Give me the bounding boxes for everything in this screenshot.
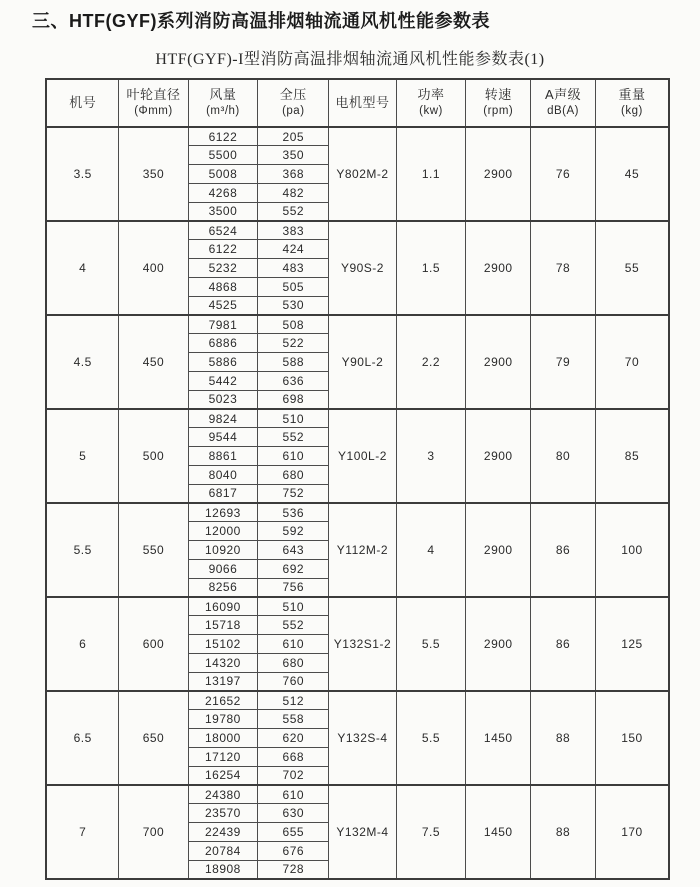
weight-cell: 45	[595, 127, 669, 221]
table-row	[46, 409, 669, 428]
flow-cell: 13197	[188, 672, 258, 691]
pressure-cell: 630	[258, 804, 329, 823]
column-header-0	[46, 79, 119, 127]
pressure-cell: 368	[258, 165, 329, 184]
pressure-cell: 680	[258, 653, 329, 672]
table-row	[46, 691, 669, 710]
noise-cell: 88	[531, 785, 596, 879]
flow-cell: 5008	[188, 165, 258, 184]
pressure-cell: 512	[258, 691, 329, 710]
flow-cell: 9824	[188, 409, 258, 428]
column-header-4	[329, 79, 396, 127]
impeller-diameter-cell: 400	[119, 221, 188, 315]
flow-cell: 10920	[188, 541, 258, 560]
pressure-cell: 680	[258, 465, 329, 484]
flow-cell: 22439	[188, 822, 258, 841]
speed-cell: 1450	[466, 691, 531, 785]
power-cell: 1.1	[396, 127, 466, 221]
flow-cell: 4268	[188, 183, 258, 202]
pressure-cell: 552	[258, 428, 329, 447]
column-unit: dB(A)	[547, 105, 579, 118]
pressure-cell: 756	[258, 578, 329, 597]
power-cell: 5.5	[396, 691, 466, 785]
pressure-cell: 510	[258, 597, 329, 616]
noise-cell: 76	[531, 127, 596, 221]
motor-model-cell: Y112M-2	[329, 503, 396, 597]
flow-cell: 18000	[188, 729, 258, 748]
pressure-cell: 636	[258, 371, 329, 390]
flow-cell: 15718	[188, 616, 258, 635]
model-no-cell: 4	[46, 221, 119, 315]
column-label: 叶轮直径	[126, 87, 181, 103]
pressure-cell: 482	[258, 183, 329, 202]
column-label: 机号	[69, 94, 97, 110]
flow-cell: 16254	[188, 766, 258, 785]
column-label: 电机型号	[335, 94, 390, 110]
table-row	[46, 315, 669, 334]
power-cell: 5.5	[396, 597, 466, 691]
column-label: 功率	[417, 87, 445, 103]
column-header-8	[595, 79, 669, 127]
pressure-cell: 752	[258, 484, 329, 503]
pressure-cell: 610	[258, 635, 329, 654]
column-unit: (kg)	[621, 105, 643, 118]
pressure-cell: 728	[258, 860, 329, 879]
flow-cell: 7981	[188, 315, 258, 334]
model-no-cell: 3.5	[46, 127, 119, 221]
impeller-diameter-cell: 650	[119, 691, 188, 785]
weight-cell: 125	[595, 597, 669, 691]
column-label: 全压	[279, 87, 307, 103]
speed-cell: 1450	[466, 785, 531, 879]
column-label: 转速	[484, 87, 512, 103]
pressure-cell: 508	[258, 315, 329, 334]
noise-cell: 88	[531, 691, 596, 785]
table-row	[46, 503, 669, 522]
power-cell: 7.5	[396, 785, 466, 879]
weight-cell: 55	[595, 221, 669, 315]
pressure-cell: 350	[258, 146, 329, 165]
noise-cell: 79	[531, 315, 596, 409]
flow-cell: 16090	[188, 597, 258, 616]
model-no-cell: 7	[46, 785, 119, 879]
pressure-cell: 692	[258, 559, 329, 578]
model-no-cell: 6	[46, 597, 119, 691]
flow-cell: 5232	[188, 259, 258, 278]
column-unit: (kw)	[419, 105, 443, 118]
column-header-3	[258, 79, 329, 127]
pressure-cell: 702	[258, 766, 329, 785]
pressure-cell: 424	[258, 240, 329, 259]
pressure-cell: 620	[258, 729, 329, 748]
pressure-cell: 643	[258, 541, 329, 560]
pressure-cell: 588	[258, 353, 329, 372]
pressure-cell: 760	[258, 672, 329, 691]
speed-cell: 2900	[466, 221, 531, 315]
column-unit: (pa)	[282, 105, 305, 118]
pressure-cell: 592	[258, 522, 329, 541]
pressure-cell: 510	[258, 409, 329, 428]
model-no-cell: 5	[46, 409, 119, 503]
motor-model-cell: Y802M-2	[329, 127, 396, 221]
pressure-cell: 522	[258, 334, 329, 353]
flow-cell: 4868	[188, 277, 258, 296]
impeller-diameter-cell: 550	[119, 503, 188, 597]
pressure-cell: 536	[258, 503, 329, 522]
pressure-cell: 676	[258, 841, 329, 860]
table-row	[46, 597, 669, 616]
pressure-cell: 383	[258, 221, 329, 240]
motor-model-cell: Y132M-4	[329, 785, 396, 879]
page-title: 三、HTF(GYF)系列消防高温排烟轴流通风机性能参数表	[32, 11, 490, 31]
column-unit: (rpm)	[483, 105, 514, 118]
flow-cell: 17120	[188, 747, 258, 766]
flow-cell: 12693	[188, 503, 258, 522]
flow-cell: 9066	[188, 559, 258, 578]
flow-cell: 5442	[188, 371, 258, 390]
pressure-cell: 205	[258, 127, 329, 146]
flow-cell: 18908	[188, 860, 258, 879]
flow-cell: 12000	[188, 522, 258, 541]
motor-model-cell: Y132S-4	[329, 691, 396, 785]
speed-cell: 2900	[466, 597, 531, 691]
pressure-cell: 610	[258, 785, 329, 804]
spec-table-wrapper	[45, 78, 670, 880]
weight-cell: 85	[595, 409, 669, 503]
impeller-diameter-cell: 700	[119, 785, 188, 879]
table-row	[46, 127, 669, 146]
pressure-cell: 610	[258, 447, 329, 466]
column-header-2	[188, 79, 258, 127]
column-header-7	[531, 79, 596, 127]
weight-cell: 70	[595, 315, 669, 409]
flow-cell: 9544	[188, 428, 258, 447]
impeller-diameter-cell: 600	[119, 597, 188, 691]
flow-cell: 8040	[188, 465, 258, 484]
column-unit: (m³/h)	[206, 105, 240, 118]
table-subtitle: HTF(GYF)-I型消防高温排烟轴流通风机性能参数表(1)	[155, 51, 545, 68]
column-header-1	[119, 79, 188, 127]
header-row	[46, 79, 669, 127]
fan-spec-table	[45, 78, 670, 880]
speed-cell: 2900	[466, 315, 531, 409]
weight-cell: 150	[595, 691, 669, 785]
flow-cell: 21652	[188, 691, 258, 710]
flow-cell: 19780	[188, 710, 258, 729]
table-body	[46, 127, 669, 879]
column-label: 重量	[618, 87, 646, 103]
speed-cell: 2900	[466, 503, 531, 597]
table-row	[46, 221, 669, 240]
speed-cell: 2900	[466, 409, 531, 503]
power-cell: 2.2	[396, 315, 466, 409]
column-header-5	[396, 79, 466, 127]
flow-cell: 5886	[188, 353, 258, 372]
flow-cell: 8256	[188, 578, 258, 597]
pressure-cell: 698	[258, 390, 329, 409]
pressure-cell: 483	[258, 259, 329, 278]
flow-cell: 15102	[188, 635, 258, 654]
weight-cell: 100	[595, 503, 669, 597]
power-cell: 4	[396, 503, 466, 597]
flow-cell: 5023	[188, 390, 258, 409]
pressure-cell: 655	[258, 822, 329, 841]
model-no-cell: 5.5	[46, 503, 119, 597]
noise-cell: 86	[531, 503, 596, 597]
motor-model-cell: Y90S-2	[329, 221, 396, 315]
flow-cell: 6886	[188, 334, 258, 353]
impeller-diameter-cell: 350	[119, 127, 188, 221]
flow-cell: 14320	[188, 653, 258, 672]
column-label: 风量	[209, 87, 237, 103]
flow-cell: 3500	[188, 202, 258, 221]
motor-model-cell: Y90L-2	[329, 315, 396, 409]
flow-cell: 4525	[188, 296, 258, 315]
column-unit: (Φmm)	[134, 105, 173, 118]
flow-cell: 5500	[188, 146, 258, 165]
noise-cell: 86	[531, 597, 596, 691]
table-head	[46, 79, 669, 127]
power-cell: 1.5	[396, 221, 466, 315]
flow-cell: 24380	[188, 785, 258, 804]
table-row	[46, 785, 669, 804]
flow-cell: 6122	[188, 127, 258, 146]
pressure-cell: 530	[258, 296, 329, 315]
flow-cell: 8861	[188, 447, 258, 466]
motor-model-cell: Y132S1-2	[329, 597, 396, 691]
power-cell: 3	[396, 409, 466, 503]
flow-cell: 6817	[188, 484, 258, 503]
flow-cell: 20784	[188, 841, 258, 860]
flow-cell: 6122	[188, 240, 258, 259]
noise-cell: 80	[531, 409, 596, 503]
pressure-cell: 552	[258, 202, 329, 221]
pressure-cell: 558	[258, 710, 329, 729]
column-header-6	[466, 79, 531, 127]
flow-cell: 6524	[188, 221, 258, 240]
pressure-cell: 505	[258, 277, 329, 296]
model-no-cell: 4.5	[46, 315, 119, 409]
weight-cell: 170	[595, 785, 669, 879]
pressure-cell: 552	[258, 616, 329, 635]
model-no-cell: 6.5	[46, 691, 119, 785]
noise-cell: 78	[531, 221, 596, 315]
speed-cell: 2900	[466, 127, 531, 221]
impeller-diameter-cell: 500	[119, 409, 188, 503]
impeller-diameter-cell: 450	[119, 315, 188, 409]
pressure-cell: 668	[258, 747, 329, 766]
flow-cell: 23570	[188, 804, 258, 823]
motor-model-cell: Y100L-2	[329, 409, 396, 503]
column-label: A声级	[544, 87, 582, 103]
